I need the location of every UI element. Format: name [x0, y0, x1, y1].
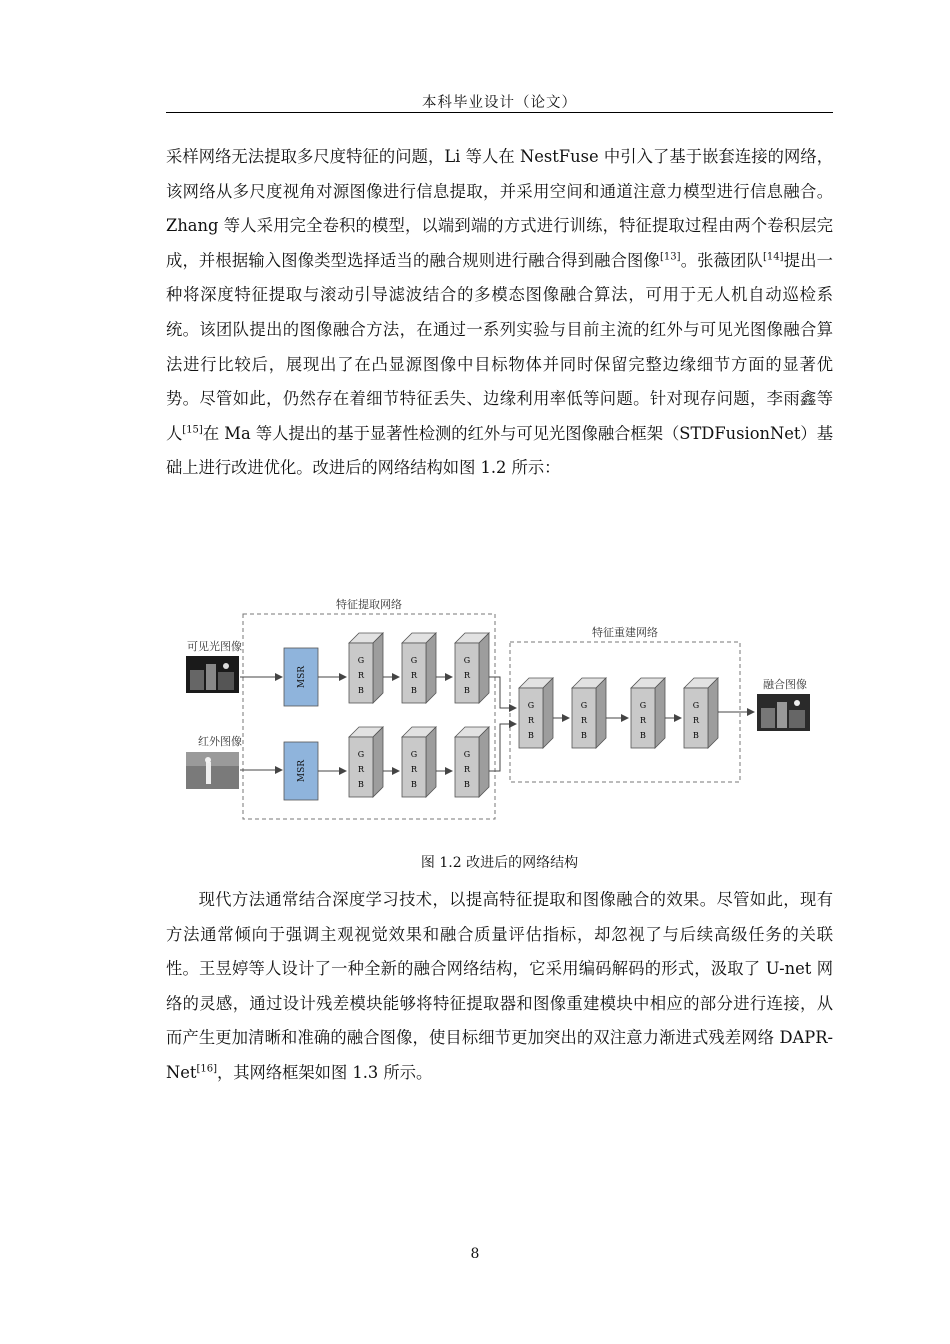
grb-block — [519, 678, 553, 748]
citation-16: [16] — [196, 1063, 217, 1075]
grb-letter: G — [639, 701, 647, 710]
paragraph-text: 提出一种将深度特征提取与滚动引导滤波结合的多模态图像融合算法，可用于无人机自动巡检系统。该团队提出的图像融合方法，在通过一系列实验与目前主流的红外与可见光图像融合算法进行比较后，展现出了在凸显源图像中目标物体并同时保留完整边缘细节方面的显著优势。尽管如此，仍然存在着细节特征丢失、边缘利用率低等问题。针对现存问题，李雨鑫等人 — [166, 250, 833, 443]
grb-block — [349, 633, 383, 703]
paragraph-text: ，其网络框架如图 1.3 所示。 — [216, 1062, 433, 1082]
fused-image-thumbnail — [757, 694, 810, 731]
grb-letter: G — [357, 750, 365, 759]
infrared-label: 红外图像 — [198, 735, 242, 748]
visible-image-thumbnail — [186, 656, 239, 693]
citation-13: [13] — [659, 251, 681, 263]
visible-label: 可见光图像 — [187, 640, 242, 653]
page-number: 8 — [470, 1246, 480, 1262]
figure-caption: 图 1.2 改进后的网络结构 — [420, 855, 579, 871]
paragraph-text: 在 Ma 等人提出的基于显著性检测的红外与可见光图像融合框架（STDFusionNet）基础上进行改进优化。改进后的网络结构如图 1.2 所示： — [166, 423, 833, 478]
grb-letter: G — [357, 656, 365, 665]
grb-letter: B — [464, 686, 470, 695]
grb-letter: B — [581, 731, 587, 740]
grb-letter: G — [410, 750, 418, 759]
page-header: 本科毕业设计（论文） — [422, 95, 577, 111]
grb-block — [349, 727, 383, 797]
grb-letter: R — [463, 765, 471, 774]
grb-letter: B — [528, 731, 534, 740]
grb-letter: R — [357, 671, 365, 680]
grb-block — [455, 633, 489, 703]
grb-letter: G — [463, 750, 471, 759]
grb-letter: B — [358, 686, 364, 695]
paragraph-text: 。张薇团队 — [680, 250, 764, 270]
paragraph-text: 采样网络无法提取多尺度特征的问题，Li 等人在 NestFuse 中引入了基于嵌套连接的网络，该网络从多尺度视角对源图像进行信息提取，并采用空间和通道注意力模型进行信息融合。Zhang 等人采用完全卷积的模型，以端到端的方式进行训练，特征提取过程由两个卷积层完成，并根据输入图像类型选择适当的融合规则进行融合得到融合图像 — [166, 147, 833, 270]
grb-letter: R — [410, 671, 418, 680]
msr-label-top: MSR — [297, 665, 307, 689]
grb-letter: B — [464, 780, 470, 789]
paragraph-text: 现代方法通常结合深度学习技术，以提高特征提取和图像融合的效果。尽管如此，现有方法通常倾向于强调主观视觉效果和融合质量评估指标，却忽视了与后续高级任务的关联性。王昱婷等人设计了一种全新的融合网络结构，它采用编码解码的形式，汲取了 U-net 网络的灵感，通过设计残差模块能够将特征提取器和图像重建模块中相应的部分进行连接，从而产生更加清晰和准确的融合图像，使目标细节更加突出的双注意力渐进式残差网络 DAPR-Net — [166, 890, 833, 1082]
citation-15: [15] — [182, 424, 203, 436]
grb-block — [455, 727, 489, 797]
grb-letter: G — [463, 656, 471, 665]
msr-label-bottom: MSR — [297, 759, 307, 783]
grb-letter: R — [463, 671, 471, 680]
grb-block — [631, 678, 665, 748]
body-paragraph-1 — [166, 140, 833, 486]
grb-block — [684, 678, 718, 748]
header-rule — [166, 112, 833, 113]
citation-14: [14] — [763, 251, 784, 263]
grb-block — [402, 633, 436, 703]
infrared-image-thumbnail — [186, 752, 239, 789]
grb-letter: R — [410, 765, 418, 774]
grb-block — [572, 678, 606, 748]
grb-letter: B — [411, 780, 417, 789]
reconstruction-label: 特征重建网络 — [592, 626, 658, 639]
grb-letter: R — [527, 716, 535, 725]
fused-label: 融合图像 — [763, 678, 807, 691]
grb-letter: R — [580, 716, 588, 725]
grb-block — [402, 727, 436, 797]
grb-letter: G — [580, 701, 588, 710]
grb-letter: R — [639, 716, 647, 725]
grb-letter: B — [411, 686, 417, 695]
grb-letter: G — [527, 701, 535, 710]
grb-letter: G — [410, 656, 418, 665]
grb-letter: B — [358, 780, 364, 789]
grb-letter: G — [692, 701, 700, 710]
grb-letter: R — [357, 765, 365, 774]
grb-letter: B — [640, 731, 646, 740]
extraction-label: 特征提取网络 — [336, 598, 402, 611]
grb-letter: B — [693, 731, 699, 740]
network-structure-figure — [180, 590, 820, 825]
body-paragraph-2 — [166, 883, 833, 1091]
grb-letter: R — [692, 716, 700, 725]
